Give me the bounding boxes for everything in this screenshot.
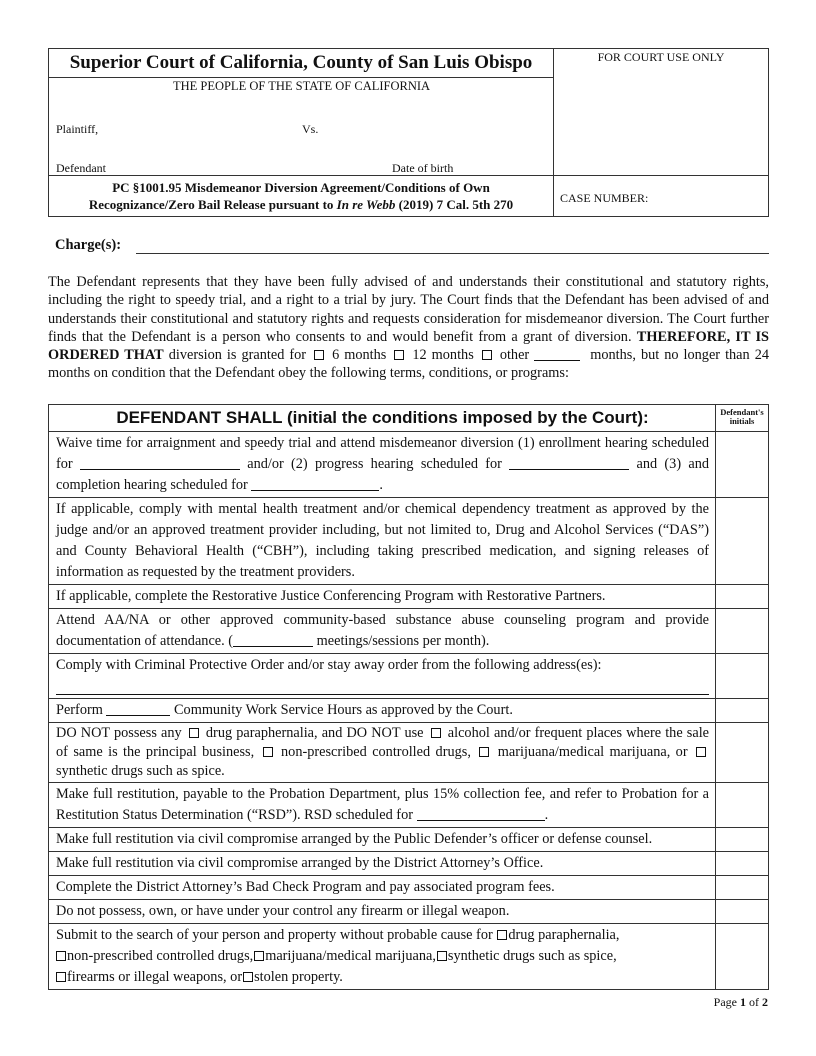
table-row	[49, 654, 769, 699]
table-row	[49, 924, 769, 990]
checkbox-alcohol[interactable]	[431, 728, 441, 738]
c13-text-c: non-prescribed controlled drugs,	[67, 948, 254, 964]
page-number	[714, 995, 768, 1010]
c1-text-a: Waive time for arraignment and speedy trial and attend misdemeanor diversion (1) enrollment hearing scheduled for	[56, 435, 709, 472]
plaintiff-label: Plaintiff,	[56, 122, 99, 136]
table-row	[49, 609, 769, 654]
address-blank[interactable]	[56, 680, 709, 695]
checkbox-6-months[interactable]	[314, 350, 324, 360]
form-title-line1: PC §1001.95 Misdemeanor Diversion Agreement/Conditions of Own	[112, 180, 490, 195]
page-total: 2	[762, 995, 768, 1009]
c13-text-d: marijuana/medical marijuana,	[265, 948, 436, 964]
rsd-date-blank[interactable]	[417, 806, 545, 821]
initials-cell[interactable]	[716, 783, 769, 828]
condition-aa-na	[49, 609, 716, 654]
table-row	[49, 498, 769, 585]
checkbox-search-non-prescribed[interactable]	[56, 951, 66, 961]
c8-text-a: Make full restitution, payable to the Probation Department, plus 15% collection fee, and refer to Probation for a Restitution Status Determination (“RSD”). RSD scheduled for	[56, 786, 709, 823]
c13-text-f: firearms or illegal weapons, or	[67, 969, 243, 985]
checkbox-other[interactable]	[482, 350, 492, 360]
hours-blank[interactable]	[106, 701, 170, 716]
initials-cell[interactable]	[716, 828, 769, 852]
table-row	[49, 699, 769, 723]
checkbox-drug-paraphernalia[interactable]	[189, 728, 199, 738]
intro-tail: months, but no longer than 24 months on condition that the Defendant obey the following terms, conditions, or programs:	[48, 347, 769, 382]
c1-text-c: and (3) and completion hearing scheduled for	[56, 456, 709, 493]
checkbox-12-months[interactable]	[394, 350, 404, 360]
ordered-text: THEREFORE, IT IS ORDERED THAT	[48, 328, 769, 364]
other-months-blank[interactable]	[534, 346, 580, 361]
initials-cell[interactable]	[716, 498, 769, 585]
condition-community-work	[49, 699, 716, 723]
table-row	[49, 828, 769, 852]
completion-date-blank[interactable]	[251, 476, 379, 491]
initials-cell[interactable]	[716, 654, 769, 699]
vs-label: Vs.	[302, 122, 319, 136]
condition-restitution-public-defender: Make full restitution via civil compromise arranged by the Public Defender’s officer or defense counsel.	[49, 828, 716, 852]
checkbox-non-prescribed[interactable]	[263, 747, 273, 757]
initials-cell[interactable]	[716, 900, 769, 924]
initials-header: Defendant's initials	[716, 405, 769, 432]
charges-line[interactable]	[136, 253, 769, 254]
people-label: THE PEOPLE OF THE STATE OF CALIFORNIA	[172, 79, 431, 93]
c7-text-d: non-prescribed controlled drugs,	[281, 744, 471, 760]
caption-box	[48, 48, 769, 217]
initials-cell[interactable]	[716, 924, 769, 990]
initials-cell[interactable]	[716, 699, 769, 723]
condition-search	[49, 924, 716, 990]
table-row	[49, 585, 769, 609]
c7-text-f: synthetic drugs such as spice.	[56, 763, 225, 779]
form-title-line2a: Recognizance/Zero Bail Release pursuant to	[88, 197, 337, 212]
c13-text-e: synthetic drugs such as spice,	[447, 948, 617, 964]
table-header-row	[49, 405, 769, 432]
condition-firearms: Do not possess, own, or have under your control any firearm or illegal weapon.	[49, 900, 716, 924]
form-title-line2	[49, 196, 553, 213]
condition-do-not-possess	[49, 723, 716, 783]
condition-protective-order	[49, 654, 716, 699]
table-row	[49, 723, 769, 783]
meetings-blank[interactable]	[233, 632, 313, 647]
checkbox-search-paraphernalia[interactable]	[497, 930, 507, 940]
parties-block	[49, 78, 554, 176]
c13-text-g: stolen property.	[254, 969, 343, 985]
form-title	[49, 175, 554, 217]
court-name: Superior Court of California, County of San Luis Obispo	[49, 49, 554, 78]
c1-text-b: and/or (2) progress hearing scheduled for	[239, 456, 510, 472]
case-citation: In re Webb	[336, 197, 396, 212]
initials-cell[interactable]	[716, 723, 769, 783]
c6-text-b: Community Work Service Hours as approved by the Court.	[170, 702, 513, 718]
c5-text: Comply with Criminal Protective Order and/or stay away order from the following address(es):	[56, 657, 602, 673]
checkbox-search-synthetic[interactable]	[437, 951, 447, 961]
condition-enrollment: Waive time for arraignment and speedy trial and attend misdemeanor diversion (1) enrollment hearing scheduled for and/or (2) progress hearing scheduled for and (3) and completion hearing scheduled for .	[49, 432, 716, 498]
of-word: of	[746, 995, 762, 1009]
c7-text-a: DO NOT possess any	[56, 725, 182, 741]
charges-label: Charge(s):	[55, 237, 122, 253]
table-row	[49, 783, 769, 828]
c4-text-b: meetings/sessions per month).	[313, 633, 490, 649]
c7-text-b: drug paraphernalia, and DO NOT use	[205, 725, 424, 741]
granted-text: diversion is granted for	[163, 347, 312, 364]
initials-cell[interactable]	[716, 432, 769, 498]
checkbox-search-firearms[interactable]	[56, 972, 66, 982]
checkbox-search-stolen[interactable]	[243, 972, 253, 982]
initials-cell[interactable]	[716, 852, 769, 876]
case-number-label: CASE NUMBER:	[554, 175, 768, 217]
condition-restorative-justice: If applicable, complete the Restorative Justice Conferencing Program with Restorative Partners.	[49, 585, 716, 609]
condition-treatment: If applicable, comply with mental health treatment and/or chemical dependency treatment as approved by the judge and/or an approved treatment provider including, but not limited to, Drug and Alcohol Services (“DAS”) and County Behavioral Health (“CBH”), including taking prescribed medication, and signing releases of information as requested by the treatment providers.	[49, 498, 716, 585]
page-word: Page	[713, 995, 740, 1009]
page-current: 1	[740, 995, 746, 1009]
table-row	[49, 432, 769, 498]
table-row	[49, 900, 769, 924]
progress-date-blank[interactable]	[509, 455, 629, 470]
dob-label: Date of birth	[392, 161, 454, 175]
c7-text-e: marijuana/medical marijuana, or	[497, 744, 688, 760]
option-6-months: 6 months	[332, 347, 387, 364]
condition-bad-check: Complete the District Attorney’s Bad Check Program and pay associated program fees.	[49, 876, 716, 900]
c6-text-a: Perform	[56, 702, 107, 718]
conditions-heading: DEFENDANT SHALL (initial the conditions imposed by the Court):	[49, 405, 716, 432]
c13-text-b: drug paraphernalia,	[508, 927, 620, 943]
initials-cell[interactable]	[716, 585, 769, 609]
c4-text-a: Attend AA/NA or other approved community-based substance abuse counseling program and provide documentation of attendance. (	[56, 612, 709, 649]
c7-text-c: alcohol and/or frequent places where the sale of same is the principal business,	[56, 725, 710, 760]
table-row	[49, 876, 769, 900]
initials-cell[interactable]	[716, 609, 769, 654]
c13-text-a: Submit to the search of your person and property without probable cause for	[56, 927, 493, 943]
enrollment-date-blank[interactable]	[80, 455, 240, 470]
option-other: other	[499, 347, 530, 364]
table-row	[49, 852, 769, 876]
defendant-label: Defendant	[56, 161, 106, 175]
initials-cell[interactable]	[716, 876, 769, 900]
option-12-months: 12 months	[412, 347, 474, 364]
checkbox-marijuana[interactable]	[479, 747, 489, 757]
form-title-line2b: (2019) 7 Cal. 5th 270	[395, 197, 514, 212]
court-use-label: FOR COURT USE ONLY	[597, 50, 725, 64]
checkbox-synthetic[interactable]	[696, 747, 706, 757]
checkbox-search-marijuana[interactable]	[254, 951, 264, 961]
intro-text: The Defendant represents that they have been fully advised of and understands their constitutional and statutory rights, including the right to speedy trial, and a right to a trial by jury. The Court finds that the Defendant has been advised of and understands their constitutional and statutory rights and requests consideration for misdemeanor diversion. The Court further finds that the Defendant is a person who consents to and would benefit from a grant of diversion.	[48, 274, 769, 345]
conditions-table	[48, 404, 769, 990]
intro-paragraph	[48, 273, 769, 383]
condition-restitution-probation: Make full restitution, payable to the Probation Department, plus 15% collection fee, and refer to Probation for a Restitution Status Determination (“RSD”). RSD scheduled for .	[49, 783, 716, 828]
condition-restitution-da: Make full restitution via civil compromise arranged by the District Attorney’s Office.	[49, 852, 716, 876]
